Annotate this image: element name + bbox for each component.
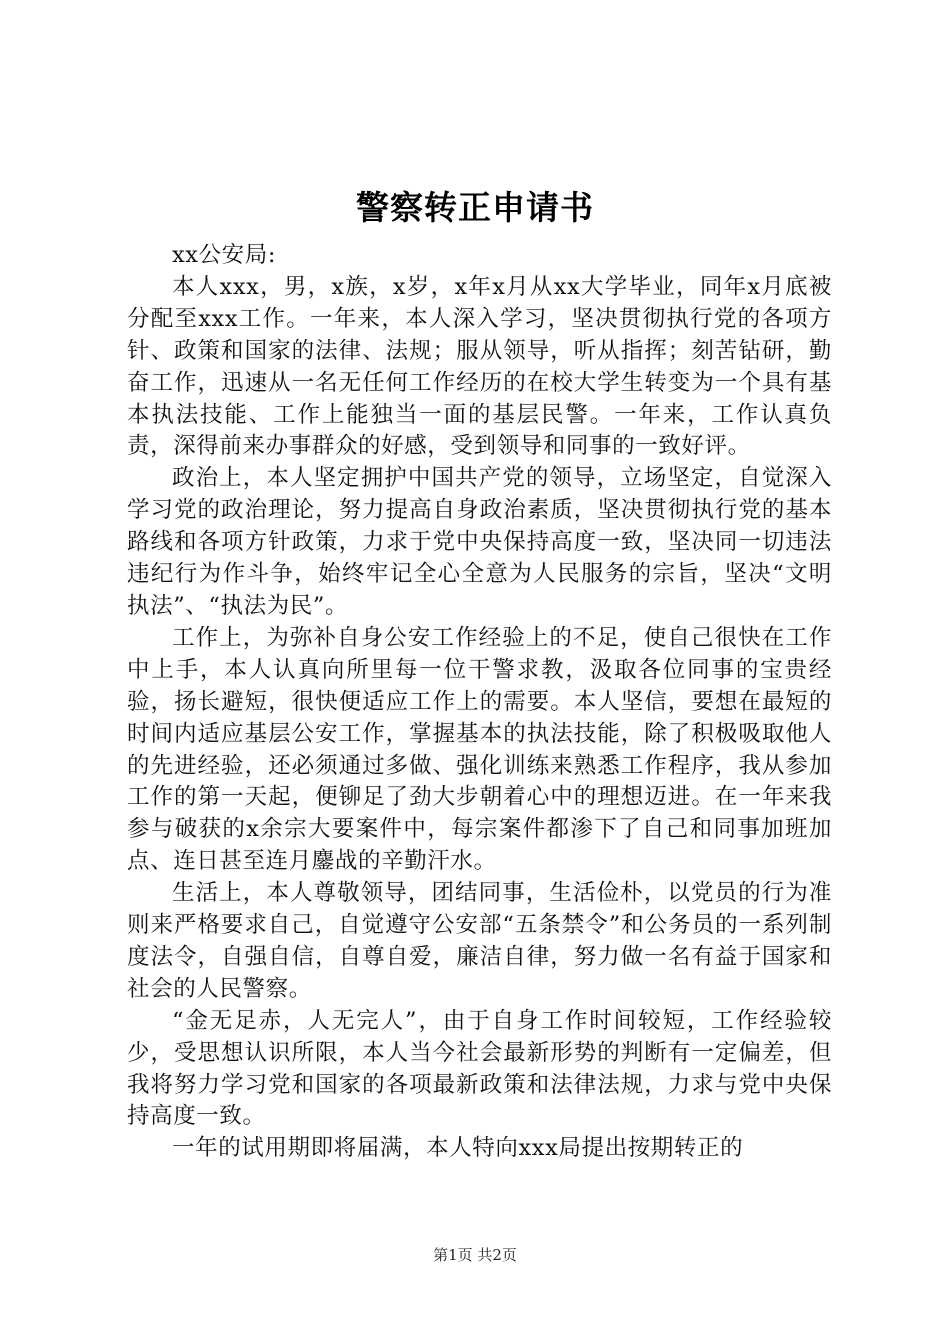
- paragraph-request: 一年的试用期即将届满，本人特向xxx局提出按期转正的: [172, 1135, 744, 1162]
- document-title: 警察转正申请书: [356, 188, 594, 227]
- paragraph-intro: 本人xxx，男，x族，x岁，x年x月从xx大学毕业，同年x月底被分配至xxx工作。一年来，本人深入学习，坚决贯彻执行党的各项方针、政策和国家的法律、法规；服从领导，听从指挥；刻苦钻研，勤奋工作，迅速从一名无任何工作经历的在校大学生转变为一个具有基本执法技能、工作上能独当一面的基层民警。一年来，工作认真负责，深得前来办事群众的好感，受到领导和同事的一致好评。: [127, 273, 832, 460]
- paragraph-work: 工作上，为弥补自身公安工作经验上的不足，使自己很快在工作中上手，本人认真向所里每一位干警求教，汲取各位同事的宝贵经验，扬长避短，很快便适应工作上的需要。本人坚信，要想在最短的时间内适应基层公安工作，掌握基本的执法技能，除了积极吸取他人的先进经验，还必须通过多做、强化训练来熟悉工作程序，我从参加工作的第一天起，便铆足了劲大步朝着心中的理想迈进。在一年来我参与破获的x余宗大要案件中，每宗案件都渗下了自己和同事加班加点、连日甚至连月鏖战的辛勤汗水。: [127, 624, 832, 875]
- page-footer: 第1页 共2页: [433, 1246, 517, 1264]
- document-body: [127, 240, 832, 1165]
- paragraph-politics: 政治上，本人坚定拥护中国共产党的领导，立场坚定，自觉深入学习党的政治理论，努力提高自身政治素质，坚决贯彻执行党的基本路线和各项方针政策，力求于党中央保持高度一致，坚决同一切违法违纪行为作斗争，始终牢记全心全意为人民服务的宗旨，坚决“文明执法”、“执法为民”。: [127, 465, 832, 619]
- paragraph-life: 生活上，本人尊敬领导，团结同事，生活俭朴，以党员的行为准则来严格要求自己，自觉遵守公安部“五条禁令”和公务员的一系列制度法令，自强自信，自尊自爱，廉洁自律，努力做一名有益于国家和社会的人民警察。: [127, 880, 832, 1002]
- salutation: xx公安局:: [172, 242, 277, 268]
- paragraph-self-assessment: “金无足赤，人无完人”，由于自身工作时间较短，工作经验较少，受思想认识所限，本人当今社会最新形势的判断有一定偏差，但我将努力学习党和国家的各项最新政策和法律法规，力求与党中央保持高度一致。: [127, 1007, 832, 1130]
